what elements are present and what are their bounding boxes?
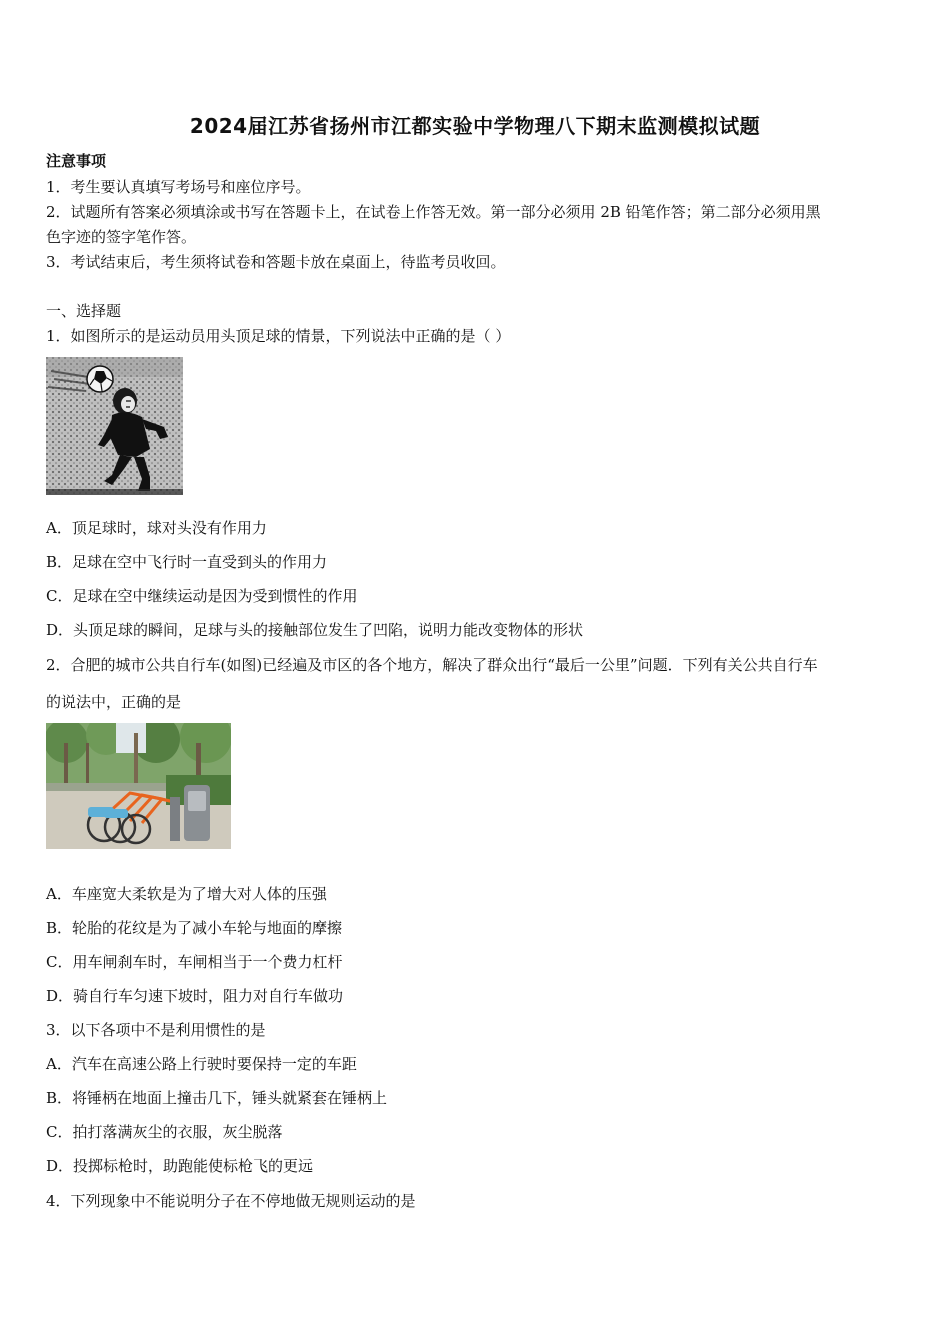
notice-item: 3．考试结束后，考生须将试卷和答题卡放在桌面上，待监考员收回。	[46, 253, 506, 271]
option-c: C．用车闸刹车时，车闸相当于一个费力杠杆	[46, 953, 343, 971]
notice-item: 色字迹的签字笔作答。	[46, 228, 197, 246]
notice-heading: 注意事项	[46, 152, 107, 170]
option-d: D．头顶足球的瞬间，足球与头的接触部位发生了凹陷，说明力能改变物体的形状	[46, 621, 584, 639]
option-a: A．车座宽大柔软是为了增大对人体的压强	[46, 885, 327, 903]
option-b: B．足球在空中飞行时一直受到头的作用力	[46, 553, 328, 571]
notice-item: 1．考生要认真填写考场号和座位序号。	[46, 178, 311, 196]
option-b: B．轮胎的花纹是为了减小车轮与地面的摩擦	[46, 919, 343, 937]
question-stem-continued: 的说法中，正确的是	[46, 693, 182, 711]
public-bikes-image	[46, 723, 231, 849]
question-stem: 4．下列现象中不能说明分子在不停地做无规则运动的是	[46, 1192, 416, 1210]
question-stem: 1．如图所示的是运动员用头顶足球的情景，下列说法中正确的是（ ）	[46, 327, 511, 345]
section-heading: 一、选择题	[46, 302, 122, 320]
exam-title: 2024届江苏省扬州市江都实验中学物理八下期末监测模拟试题	[189, 114, 761, 138]
option-d: D．骑自行车匀速下坡时，阻力对自行车做功	[46, 987, 344, 1005]
soccer-header-image	[46, 357, 183, 495]
option-a: A．顶足球时，球对头没有作用力	[46, 519, 267, 537]
option-a: A．汽车在高速公路上行驶时要保持一定的车距	[46, 1055, 357, 1073]
notice-item: 2．试题所有答案必须填涂或书写在答题卡上，在试卷上作答无效。第一部分必须用 2B 铅笔作答；第二部分必须用黑	[46, 203, 821, 221]
question-stem: 3．以下各项中不是利用惯性的是	[46, 1021, 266, 1039]
option-d: D．投掷标枪时，助跑能使标枪飞的更远	[46, 1157, 314, 1175]
option-c: C．足球在空中继续运动是因为受到惯性的作用	[46, 587, 358, 605]
option-b: B．将锤柄在地面上撞击几下，锤头就紧套在锤柄上	[46, 1089, 388, 1107]
option-c: C．拍打落满灰尘的衣服，灰尘脱落	[46, 1123, 283, 1141]
question-stem: 2．合肥的城市公共自行车(如图)已经遍及市区的各个地方，解决了群众出行“最后一公里”问题．下列有关公共自行车	[46, 656, 818, 674]
